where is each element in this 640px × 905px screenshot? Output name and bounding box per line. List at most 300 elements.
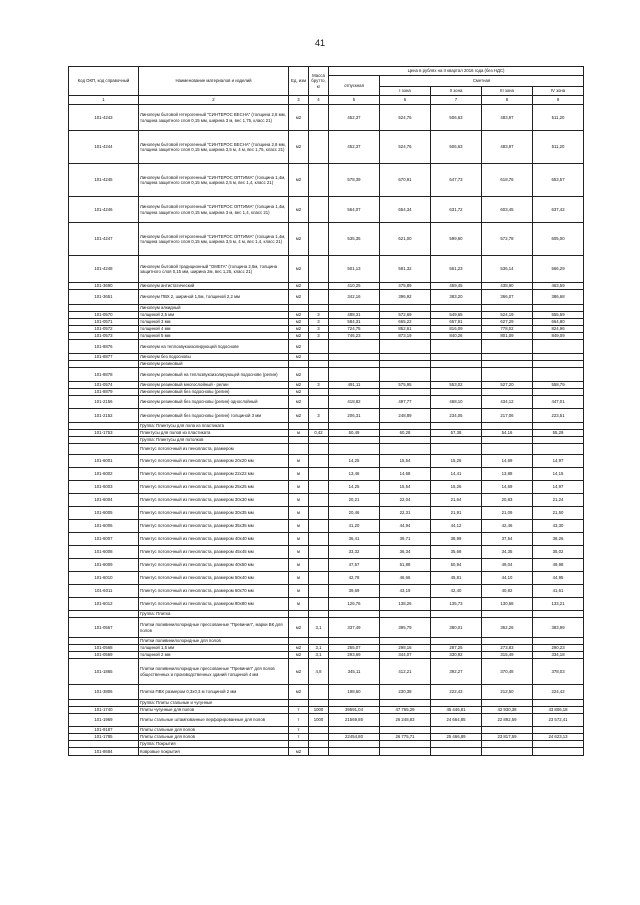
- zone-price: 621,00: [380, 223, 431, 256]
- empty-cell: [289, 423, 309, 430]
- row-unit: м2: [289, 645, 309, 652]
- zone-price: [482, 368, 533, 382]
- table-row: [69, 354, 584, 361]
- zone-price: [431, 368, 482, 382]
- row-name: Плинтус потолочный из пенопласта, размером 25х25 мм: [139, 481, 289, 494]
- zone-price: 42,46: [482, 520, 533, 533]
- row-unit: м: [289, 494, 309, 507]
- table-row: [69, 326, 584, 333]
- zone-price: 463,59: [533, 283, 584, 290]
- zone-price: 49,98: [533, 559, 584, 572]
- zone-price: 392,27: [431, 659, 482, 685]
- column-number: 9: [533, 96, 584, 105]
- row-mass: [309, 481, 329, 494]
- zone-price: [380, 727, 431, 734]
- row-code: 101-1753: [69, 430, 139, 437]
- zone-price: 42 930,38: [482, 707, 533, 714]
- row-mass: [309, 396, 329, 409]
- empty-cell: [289, 741, 309, 748]
- row-name: Линолеум бытовой гетерогенный "СИНТЕРОС ВЕСНА" (толщина 2,8 мм, толщина защитного слоя 0,15 мм, ширина 3 м, вес 1,75, класс 21): [139, 105, 289, 131]
- zone-price: 46,66: [380, 572, 431, 585]
- row-mass: 3: [309, 326, 329, 333]
- row-unit: м2: [289, 223, 309, 256]
- row-code: 101-2156: [69, 396, 139, 409]
- row-unit: м2: [289, 618, 309, 638]
- empty-cell: [380, 305, 431, 312]
- zone-price: 222,43: [431, 685, 482, 700]
- table-row: [69, 507, 584, 520]
- column-number: 3: [289, 96, 309, 105]
- empty-cell: [329, 741, 380, 748]
- zone-price: [482, 340, 533, 354]
- release-price: 20,21: [329, 494, 380, 507]
- release-price: 39,69: [329, 585, 380, 598]
- release-price: 206,31: [329, 409, 380, 423]
- row-mass: [309, 507, 329, 520]
- zone-price: 383,20: [431, 290, 482, 305]
- section-title: Плитки поливинилхлоридные для полов: [139, 638, 289, 645]
- zone-price: 511,20: [533, 105, 584, 131]
- row-name: Линолеум без подосновы: [139, 354, 289, 361]
- table-row: [69, 455, 584, 468]
- zone-price: 524,19: [482, 312, 533, 319]
- row-code: [69, 444, 139, 455]
- row-mass: [309, 197, 329, 223]
- row-code: 101-3651: [69, 290, 139, 305]
- section-row: [69, 437, 584, 444]
- empty-cell: [309, 305, 329, 312]
- zone-price: 298,16: [380, 645, 431, 652]
- row-code: 101-1969: [69, 714, 139, 727]
- row-name: Линолеум антистатический: [139, 283, 289, 290]
- row-mass: [309, 340, 329, 354]
- empty-cell: [380, 611, 431, 618]
- section-row: [69, 638, 584, 645]
- empty-cell: [289, 611, 309, 618]
- table-row: [69, 481, 584, 494]
- release-price: 584,31: [329, 319, 380, 326]
- row-mass: 4,8: [309, 659, 329, 685]
- release-price: 724,75: [329, 326, 380, 333]
- row-unit: м: [289, 533, 309, 546]
- row-name: Плинтус потолочный из пенопласта, размером: [139, 444, 289, 455]
- row-unit: т: [289, 714, 309, 727]
- release-price: [329, 368, 380, 382]
- zone-price: 654,34: [380, 197, 431, 223]
- empty-cell: [431, 361, 482, 368]
- zone-price: 15,54: [380, 481, 431, 494]
- zone-price: 22,04: [380, 494, 431, 507]
- row-code: 101-6005: [69, 507, 139, 520]
- zone-price: 36,34: [380, 546, 431, 559]
- row-code: [69, 423, 139, 430]
- release-price: 36,41: [329, 533, 380, 546]
- zone-price: 133,21: [533, 598, 584, 611]
- empty-cell: [533, 638, 584, 645]
- row-unit: м2: [289, 256, 309, 283]
- row-name: Плинтус потолочный из пенопласта, размером 30х30 мм: [139, 494, 289, 507]
- row-name: Линолеум резиновый без подосновы (релин) толщиной 3 мм: [139, 409, 289, 423]
- table-row: [69, 468, 584, 481]
- column-number: 1: [69, 96, 139, 105]
- zone-price: 24 664,85: [431, 714, 482, 727]
- row-mass: [309, 256, 329, 283]
- row-unit: м: [289, 598, 309, 611]
- zone-price: 380,01: [431, 618, 482, 638]
- row-unit: м2: [289, 164, 309, 197]
- table-row: [69, 533, 584, 546]
- zone-price: [431, 340, 482, 354]
- zone-price: 21,50: [533, 507, 584, 520]
- empty-cell: [289, 437, 309, 444]
- empty-cell: [329, 611, 380, 618]
- zone-price: 647,73: [431, 164, 482, 197]
- table-row: [69, 430, 584, 437]
- empty-cell: [380, 700, 431, 707]
- empty-cell: [309, 638, 329, 645]
- row-name: Плитка ПВХ размером 0,3х0,3 м толщиной 2 мм: [139, 685, 289, 700]
- release-price: 14,25: [329, 481, 380, 494]
- empty-cell: [431, 423, 482, 430]
- row-code: 101-4243: [69, 105, 139, 131]
- row-code: [69, 741, 139, 748]
- zone-price: 849,09: [533, 333, 584, 340]
- zone-price: 315,49: [482, 652, 533, 659]
- zone-price: 506,63: [431, 131, 482, 164]
- row-code: 101-6002: [69, 468, 139, 481]
- zone-price: 370,48: [482, 659, 533, 685]
- row-name: толщиной 2,5 мм: [139, 312, 289, 319]
- row-mass: [309, 105, 329, 131]
- release-price: 14,25: [329, 455, 380, 468]
- row-code: 101-0568: [69, 645, 139, 652]
- price-table: [68, 66, 584, 756]
- release-price: 42,78: [329, 572, 380, 585]
- zone-price: 14,15: [533, 468, 584, 481]
- zone-price: 561,23: [431, 256, 482, 283]
- row-code: 101-8877: [69, 354, 139, 361]
- row-mass: [309, 598, 329, 611]
- zone-price: 287,25: [431, 645, 482, 652]
- table-row: [69, 340, 584, 354]
- zone-price: [380, 389, 431, 396]
- zone-price: 536,14: [482, 256, 533, 283]
- row-mass: 3,1: [309, 645, 329, 652]
- empty-cell: [289, 638, 309, 645]
- row-code: 101-2152: [69, 409, 139, 423]
- zone-price: [482, 444, 533, 455]
- row-code: 101-4247: [69, 223, 139, 256]
- row-unit: м2: [289, 333, 309, 340]
- zone-price: 230,38: [380, 685, 431, 700]
- release-price: 535,35: [329, 223, 380, 256]
- zone-price: [533, 748, 584, 756]
- zone-price: 873,19: [380, 333, 431, 340]
- row-unit: т: [289, 727, 309, 734]
- row-name: Плиты стальные для полов: [139, 734, 289, 741]
- zone-price: [482, 748, 533, 756]
- row-mass: [309, 572, 329, 585]
- header-zone: III зона: [482, 87, 533, 96]
- table-row: [69, 572, 584, 585]
- release-price: 293,69: [329, 652, 380, 659]
- zone-price: 43,30: [533, 520, 584, 533]
- row-unit: м2: [289, 652, 309, 659]
- zone-price: 22,31: [380, 507, 431, 520]
- table-row: [69, 368, 584, 382]
- zone-price: [380, 748, 431, 756]
- row-mass: [309, 585, 329, 598]
- header-including: Сметная: [380, 76, 584, 87]
- table-row: [69, 659, 584, 685]
- zone-price: 657,91: [431, 319, 482, 326]
- table-row: [69, 105, 584, 131]
- row-code: [69, 361, 139, 368]
- zone-price: [533, 389, 584, 396]
- zone-price: 618,76: [482, 164, 533, 197]
- empty-cell: [533, 611, 584, 618]
- release-price: 33,32: [329, 546, 380, 559]
- zone-price: 13,88: [482, 468, 533, 481]
- table-row: [69, 409, 584, 423]
- row-code: 101-6007: [69, 533, 139, 546]
- row-code: 101-6012: [69, 598, 139, 611]
- table-row: [69, 585, 584, 598]
- zone-price: 223,51: [533, 409, 584, 423]
- empty-cell: [329, 700, 380, 707]
- zone-price: 21,09: [482, 507, 533, 520]
- row-unit: м2: [289, 396, 309, 409]
- empty-cell: [380, 437, 431, 444]
- row-code: [69, 437, 139, 444]
- row-code: [69, 611, 139, 618]
- zone-price: 605,00: [533, 223, 584, 256]
- row-name: Плиты стальные для полов: [139, 727, 289, 734]
- row-mass: [309, 368, 329, 382]
- zone-price: [380, 444, 431, 455]
- zone-price: 14,68: [380, 468, 431, 481]
- release-price: 47,57: [329, 559, 380, 572]
- row-unit: м2: [289, 409, 309, 423]
- row-mass: 1000: [309, 707, 329, 714]
- row-name: Плинтус потолочный из пенопласта, размером 40х40 мм: [139, 533, 289, 546]
- zone-price: 395,79: [380, 618, 431, 638]
- zone-price: 47 765,29: [380, 707, 431, 714]
- zone-price: 54,16: [482, 430, 533, 437]
- zone-price: [431, 727, 482, 734]
- zone-price: [533, 727, 584, 734]
- release-price: [329, 354, 380, 361]
- release-price: 126,76: [329, 598, 380, 611]
- zone-price: 45,81: [431, 572, 482, 585]
- zone-price: [380, 368, 431, 382]
- zone-price: 43 806,18: [533, 707, 584, 714]
- section-row: [69, 361, 584, 368]
- release-price: 50,49: [329, 430, 380, 437]
- row-name: Плинтус потолочный из пенопласта, размером 20х20 мм: [139, 455, 289, 468]
- zone-price: 37,54: [482, 533, 533, 546]
- zone-price: 558,79: [533, 382, 584, 389]
- row-code: 101-8684: [69, 748, 139, 756]
- row-code: 101-0569: [69, 652, 139, 659]
- empty-cell: [380, 423, 431, 430]
- row-name: Линолеум резиновый многослойный - релин: [139, 382, 289, 389]
- zone-price: 224,42: [533, 685, 584, 700]
- row-name: толщиной 1,5 мм: [139, 645, 289, 652]
- table-row: [69, 727, 584, 734]
- row-code: 101-1740: [69, 707, 139, 714]
- table-row: [69, 685, 584, 700]
- zone-price: 14,41: [431, 468, 482, 481]
- table-row: [69, 618, 584, 638]
- empty-cell: [329, 437, 380, 444]
- row-unit: м: [289, 507, 309, 520]
- row-mass: 1000: [309, 714, 329, 727]
- empty-cell: [309, 361, 329, 368]
- zone-price: 38,26: [533, 533, 584, 546]
- release-price: 564,07: [329, 197, 380, 223]
- row-unit: м: [289, 585, 309, 598]
- release-price: [329, 389, 380, 396]
- table-row: [69, 444, 584, 455]
- row-unit: м: [289, 572, 309, 585]
- row-name: толщиной 5 мм: [139, 333, 289, 340]
- table-body: [69, 105, 584, 756]
- zone-price: 524,76: [380, 105, 431, 131]
- row-name: Линолеум резиновый без подосновы (релин): [139, 389, 289, 396]
- zone-price: 344,07: [380, 652, 431, 659]
- zone-price: 15,26: [431, 455, 482, 468]
- zone-price: 290,23: [533, 645, 584, 652]
- empty-cell: [329, 305, 380, 312]
- row-mass: [309, 444, 329, 455]
- zone-price: [431, 748, 482, 756]
- row-unit: м: [289, 430, 309, 437]
- zone-price: 627,29: [482, 319, 533, 326]
- row-name: Плинтус потолочный из пенопласта, размером 22х22 мм: [139, 468, 289, 481]
- row-code: 101-0570: [69, 312, 139, 319]
- column-number: 2: [139, 96, 289, 105]
- zone-price: 572,78: [482, 223, 533, 256]
- zone-price: 840,26: [431, 333, 482, 340]
- release-price: 39591,04: [329, 707, 380, 714]
- row-name: Ковровые покрытия: [139, 748, 289, 756]
- row-unit: м2: [289, 290, 309, 305]
- row-name: Линолеум бытовой гетерогенный "СИНТЕРОС ОПТИМА" (толщина 1,4м, толщина защитного слоя 0,15 мм, ширина 3,5 м, 4 м, вес 1,4, класс 21): [139, 223, 289, 256]
- empty-cell: [289, 305, 309, 312]
- empty-cell: [329, 423, 380, 430]
- zone-price: 44,10: [482, 572, 533, 585]
- zone-price: 212,50: [482, 685, 533, 700]
- release-price: [329, 727, 380, 734]
- zone-price: 24 623,13: [533, 734, 584, 741]
- header-code: Код ОКП, код справочный: [69, 67, 139, 96]
- zone-price: 566,29: [533, 256, 584, 283]
- release-price: [329, 748, 380, 756]
- row-mass: [309, 546, 329, 559]
- row-unit: м2: [289, 326, 309, 333]
- zone-price: 438,90: [482, 283, 533, 290]
- zone-price: 599,60: [431, 223, 482, 256]
- zone-price: 14,69: [482, 455, 533, 468]
- release-price: 410,25: [329, 283, 380, 290]
- row-name: Плинтус потолочный из пенопласта, размером 80х80 мм: [139, 598, 289, 611]
- empty-cell: [533, 305, 584, 312]
- empty-cell: [482, 437, 533, 444]
- row-mass: [309, 727, 329, 734]
- row-code: [69, 700, 139, 707]
- row-code: 101-0573: [69, 333, 139, 340]
- row-code: 101-8879: [69, 389, 139, 396]
- zone-price: [431, 354, 482, 361]
- section-title: Группа: Плитка: [139, 611, 289, 618]
- row-code: 101-4246: [69, 197, 139, 223]
- release-price: 452,37: [329, 105, 380, 131]
- zone-price: 23 817,59: [482, 734, 533, 741]
- section-title: Группа: Плинтусы для потолков: [139, 437, 289, 444]
- row-name: Линолеум ПВХ 2, шириной 1,5м, толщиной 2,2 мм: [139, 290, 289, 305]
- row-code: 101-6009: [69, 559, 139, 572]
- zone-price: 41,61: [533, 585, 584, 598]
- row-unit: м2: [289, 748, 309, 756]
- section-row: [69, 741, 584, 748]
- row-mass: 3,1: [309, 652, 329, 659]
- row-mass: 3,1: [309, 618, 329, 638]
- zone-price: 14,97: [533, 455, 584, 468]
- row-mass: [309, 468, 329, 481]
- row-mass: [309, 533, 329, 546]
- table-row: [69, 714, 584, 727]
- row-name: толщиной 4 мм: [139, 326, 289, 333]
- row-unit: м: [289, 468, 309, 481]
- zone-price: 44,94: [380, 520, 431, 533]
- empty-cell: [482, 361, 533, 368]
- row-code: 101-8876: [69, 340, 139, 354]
- release-price: 342,16: [329, 290, 380, 305]
- column-number: 8: [482, 96, 533, 105]
- zone-price: 483,97: [482, 105, 533, 131]
- column-number: 5: [329, 96, 380, 105]
- row-code: 101-4248: [69, 256, 139, 283]
- zone-price: 14,97: [533, 481, 584, 494]
- zone-price: 475,89: [380, 283, 431, 290]
- zone-price: 130,68: [482, 598, 533, 611]
- page-number: 41: [314, 38, 325, 48]
- row-unit: м2: [289, 131, 309, 164]
- zone-price: [533, 340, 584, 354]
- zone-price: 334,18: [533, 652, 584, 659]
- row-code: 101-4245: [69, 164, 139, 197]
- row-unit: т: [289, 734, 309, 741]
- empty-cell: [533, 437, 584, 444]
- row-name: Линолеум на теплозвукоизолирующей подоснове: [139, 340, 289, 354]
- section-title: Группа: Плиты стальные и чугунные: [139, 700, 289, 707]
- zone-price: 801,09: [482, 333, 533, 340]
- row-code: 101-6011: [69, 585, 139, 598]
- row-name: Плиты стальные штампованные перфорированные для полов: [139, 714, 289, 727]
- header-release: отпускная: [329, 76, 380, 96]
- row-name: Плинтус потолочный из пенопласта, размером 50х40 мм: [139, 572, 289, 585]
- zone-price: 39,71: [380, 533, 431, 546]
- row-mass: [309, 685, 329, 700]
- row-unit: м2: [289, 368, 309, 382]
- empty-cell: [289, 700, 309, 707]
- empty-cell: [431, 638, 482, 645]
- row-unit: м: [289, 546, 309, 559]
- table-row: [69, 645, 584, 652]
- section-title: Группа: Покрытия: [139, 741, 289, 748]
- release-price: 345,11: [329, 659, 380, 685]
